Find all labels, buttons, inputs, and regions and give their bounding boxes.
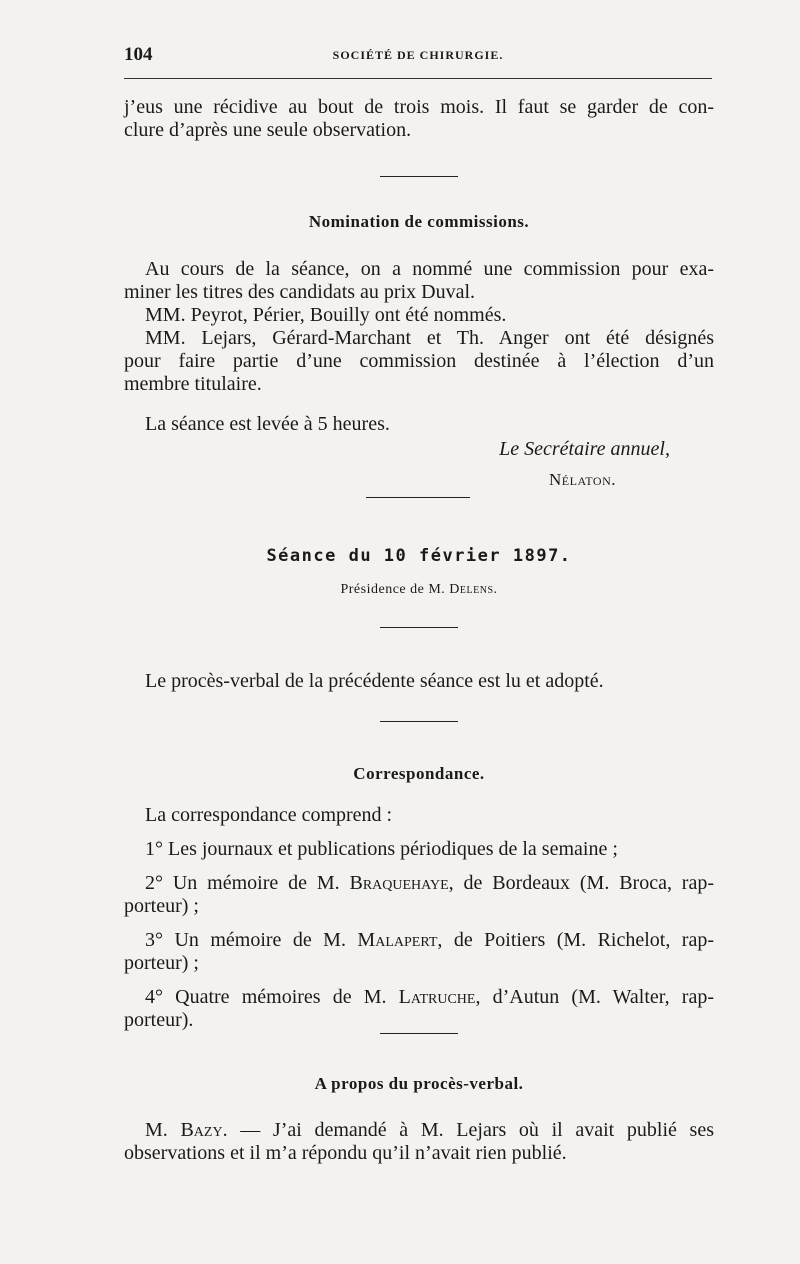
- text-line: observations et il m’a répondu qu’il n’avait rien publié.: [124, 1142, 567, 1164]
- text-line: Le procès-verbal de la précédente séance est lu et adopté.: [145, 670, 604, 692]
- list-item-rest: , de Poitiers (M. Richelot, rap-: [437, 929, 714, 951]
- signature-name: Nélaton.: [549, 470, 616, 489]
- text-line: porteur) ;: [124, 952, 199, 974]
- section-heading-apropos: A propos du procès-verbal.: [314, 1074, 524, 1093]
- presidence-prefix: Présidence de M.: [340, 582, 446, 597]
- text-line: membre titulaire.: [124, 373, 262, 395]
- text-line: pour faire partie d’une commission destinée à l’élection d’un: [124, 350, 714, 372]
- text-line: clure d’après une seule observation.: [124, 119, 412, 141]
- correspondance-list: [124, 804, 714, 1032]
- text-line: miner les titres des candidats au prix Duval.: [124, 281, 476, 303]
- text-line: porteur) ;: [124, 895, 199, 917]
- list-item: [124, 929, 714, 952]
- list-item-prefix: 4° Quatre mémoires de M.: [145, 986, 399, 1008]
- author-name: Braquehaye: [349, 872, 449, 894]
- text-line: La correspondance comprend :: [145, 804, 393, 826]
- running-header: [124, 44, 712, 68]
- list-item: [124, 872, 714, 895]
- apropos-paragraph: [124, 1119, 714, 1165]
- separator-rule: [380, 721, 458, 722]
- list-item: 1° Les journaux et publications périodiques de la semaine ;: [145, 838, 618, 860]
- separator-rule: [380, 176, 458, 177]
- text-prefix: M.: [145, 1119, 181, 1141]
- text-line: MM. Lejars, Gérard-Marchant et Th. Anger ont été désignés: [145, 327, 714, 349]
- text-rest: . — J’ai demandé à M. Lejars où il avait publié ses: [222, 1119, 714, 1141]
- list-item-prefix: 3° Un mémoire de M.: [145, 929, 358, 951]
- signature-title: Le Secrétaire annuel,: [499, 438, 670, 460]
- seance-heading: Séance du 10 février 1897.: [266, 546, 572, 566]
- text-line: Au cours de la séance, on a nommé une commission pour exa-: [145, 258, 714, 280]
- speaker-name: Bazy: [180, 1119, 223, 1141]
- list-item-rest: , d’Autun (M. Walter, rap-: [475, 986, 714, 1008]
- nomination-paragraph: [124, 258, 714, 396]
- section-heading-nomination: Nomination de commissions.: [308, 212, 530, 231]
- author-name: Latruche: [398, 986, 476, 1008]
- closing-paragraph: [124, 413, 714, 436]
- page-number: 104: [124, 44, 153, 65]
- separator-rule: [380, 627, 458, 628]
- separator-rule: [366, 497, 470, 498]
- separator-rule: [380, 1033, 458, 1034]
- presidence-line: [124, 582, 714, 598]
- intro-paragraph: [124, 96, 714, 142]
- author-name: Malapert: [357, 929, 438, 951]
- list-item: [124, 986, 714, 1009]
- header-rule: [124, 78, 712, 79]
- proces-verbal-paragraph: [124, 670, 714, 693]
- text-line: MM. Peyrot, Périer, Bouilly ont été nommés.: [145, 304, 507, 326]
- text-line: porteur).: [124, 1009, 194, 1031]
- section-heading-correspondance: Correspondance.: [353, 764, 485, 783]
- text-line: [124, 1119, 714, 1142]
- running-title: SOCIÉTÉ DE CHIRURGIE.: [332, 48, 504, 62]
- text-line: j’eus une récidive au bout de trois mois. Il faut se garder de con-: [124, 96, 714, 118]
- list-item-prefix: 2° Un mémoire de M.: [145, 872, 350, 894]
- president-name: Delens.: [449, 582, 498, 597]
- text-line: La séance est levée à 5 heures.: [145, 413, 390, 435]
- list-item-rest: , de Bordeaux (M. Broca, rap-: [448, 872, 715, 894]
